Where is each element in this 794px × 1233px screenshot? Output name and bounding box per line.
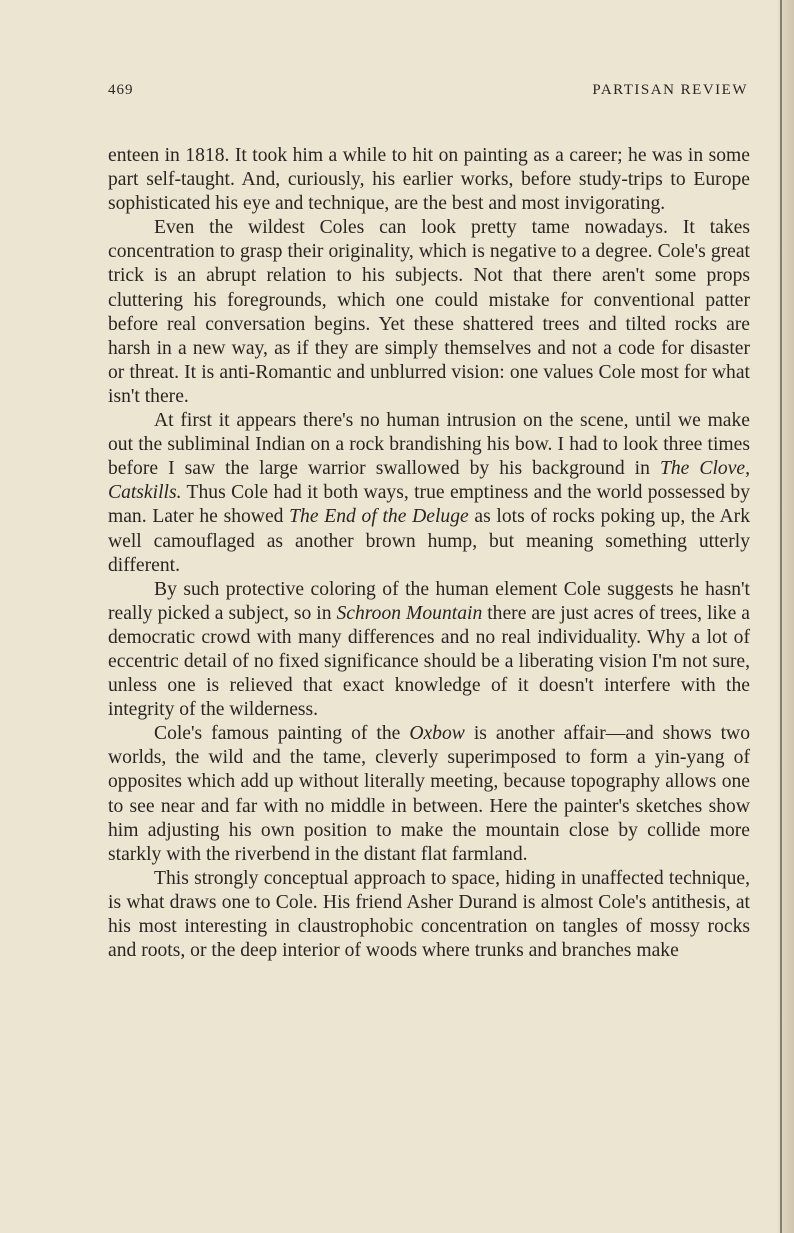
page-number: 469 xyxy=(108,82,134,98)
text-run: Cole's famous painting of the xyxy=(154,723,410,745)
paragraph xyxy=(108,722,750,867)
page-edge xyxy=(776,0,794,1233)
page-header xyxy=(108,82,748,104)
text-run: enteen in 1818. It took him a while to hit on painting as a career; he was in some part self-taught. And, curiously, his earlier works, before study-trips to Europe sophisticated his eye and technique, are the best and most invigorating. xyxy=(108,145,750,215)
running-head: PARTISAN REVIEW xyxy=(592,82,748,98)
italic-title: Oxbow xyxy=(409,723,465,745)
text-run: Thus Cole had it both ways, true emptiness and the world possessed by man. Later he showed xyxy=(108,482,750,528)
text-run: is another affair—and shows two worlds, the wild and the tame, cleverly superimposed to form a yin-yang of opposites which add up without literally meeting, because topography allows one to see near and far with no middle in between. Here the painter's sketches show him adjusting his own position to make the mountain close by collide more starkly with the riverbend in the distant flat farmland. xyxy=(108,723,750,865)
italic-title: The End of the Deluge xyxy=(289,506,469,528)
body-text xyxy=(108,144,750,963)
text-run: By such protective coloring of the human element Cole suggests he hasn't really picked a subject, so in xyxy=(108,578,750,624)
paragraph xyxy=(108,409,750,578)
page-edge-line xyxy=(780,0,782,1233)
text-run: there are just acres of trees, like a democratic crowd with many differences and no real individuality. Why a lot of eccentric detail of no fixed significance should be a liberating vision I'm not sure, unless one is relieved that exact knowledge of it doesn't interfere with the integrity of the wilderness. xyxy=(108,602,751,721)
text-run: as lots of rocks poking up, the Ark well camouflaged as another brown hump, but meaning something utterly different. xyxy=(108,506,750,576)
italic-title: The Clove, Catskills. xyxy=(108,458,750,504)
text-run: At first it appears there's no human intrusion on the scene, until we make out the subliminal Indian on a rock brandishing his bow. I had to look three times before I saw the large warrior swallowed by his background in xyxy=(108,410,750,480)
text-run: Even the wildest Coles can look pretty tame nowadays. It takes concentration to grasp their originality, which is negative to a degree. Cole's great trick is an abrupt relation to his subjects. Not that there aren't some props cluttering his foregrounds, which one could mistake for conventional patter before real conversation begins. Yet these shattered trees and tilted rocks are harsh in a new way, as if they are simply themselves and not a code for disaster or threat. It is anti-Romantic and unblurred vision: one values Cole most for what isn't there. xyxy=(108,217,750,407)
paragraph xyxy=(108,144,750,216)
paragraph xyxy=(108,867,750,963)
paragraph xyxy=(108,578,750,723)
paragraph xyxy=(108,216,750,409)
italic-title: Schroon Mountain xyxy=(336,602,483,624)
text-run: This strongly conceptual approach to space, hiding in unaffected technique, is what draws one to Cole. His friend Asher Durand is almost Cole's antithesis, at his most interesting in claustrophobic concentration on tangles of mossy rocks and roots, or the deep interior of woods where trunks and branches make xyxy=(108,867,750,962)
